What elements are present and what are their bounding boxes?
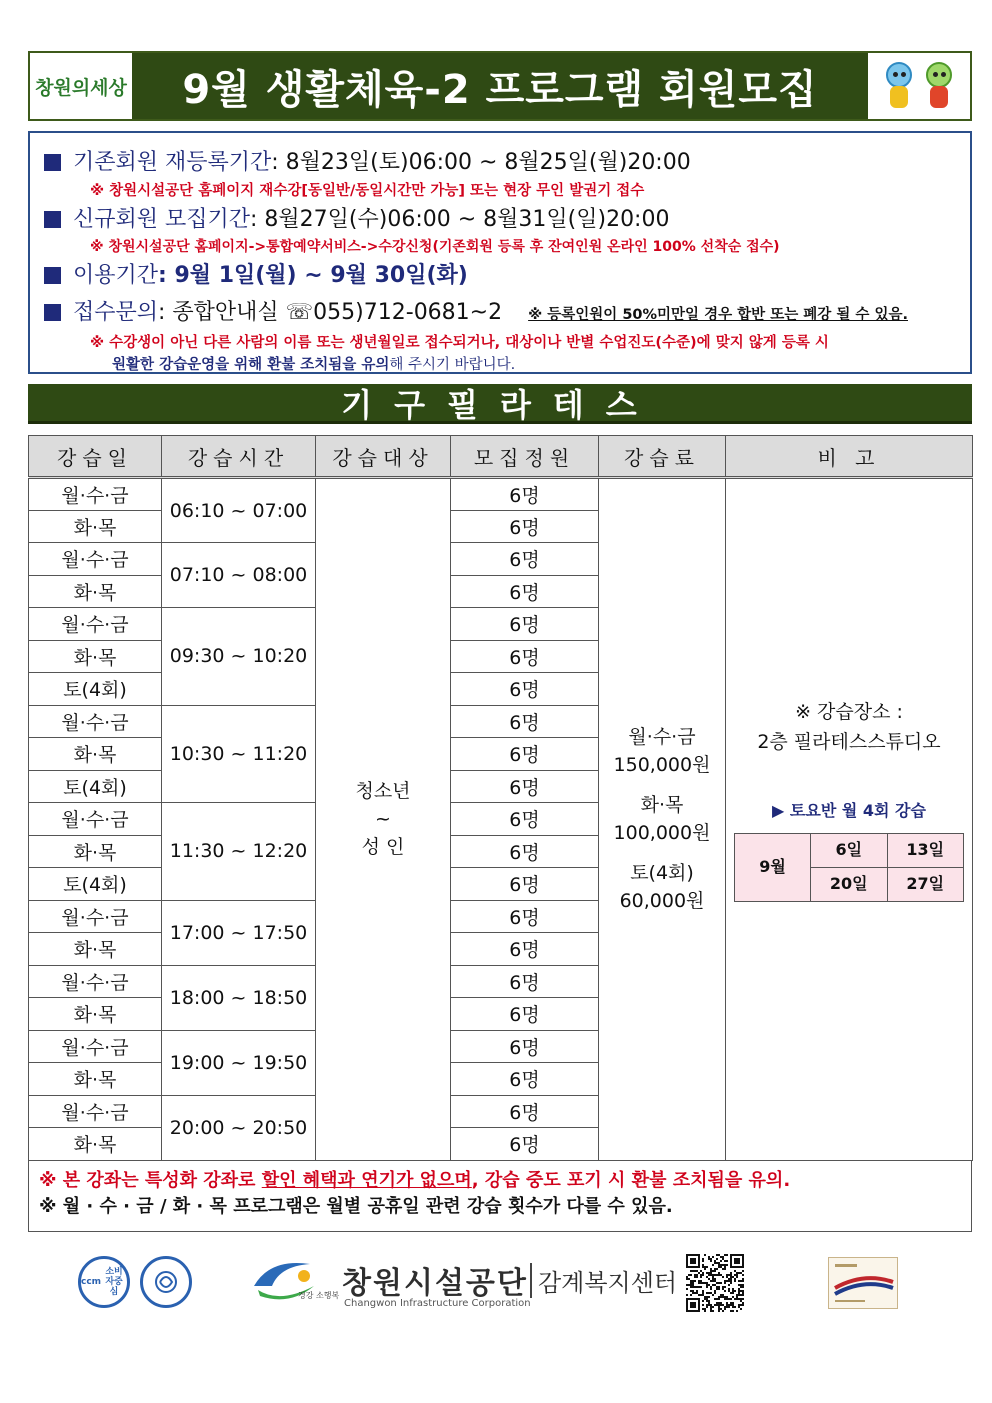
footer-line-1b: 할인 혜택과 연기가 없으며 [261,1170,472,1191]
saturday-month: 9월 [735,833,811,901]
day-cell: 토(4회) [29,868,162,901]
note-cell [726,478,973,1161]
capacity-cell: 6명 [451,900,599,933]
fee-text: 화·목 [640,794,684,817]
capacity-cell: 6명 [451,1128,599,1161]
time-cell: 11:30 ~ 12:20 [162,803,316,901]
saturday-date: 20일 [811,867,888,901]
day-cell: 화·목 [29,575,162,608]
day-cell: 월·수·금 [29,803,162,836]
contact-note: ※ 등록인원이 50%미만일 경우 합반 또는 폐강 될 수 있음. [528,307,908,323]
usage-period-label: 이용기간 [73,263,159,288]
bullet-square-icon [44,304,61,321]
time-cell: 18:00 ~ 18:50 [162,965,316,1030]
fee-block [599,791,725,847]
footer-line-1c: , 강습 중도 포기 시 환불 조치됨을 유의. [471,1170,791,1191]
warning-note [44,332,956,376]
corporation-logo [250,1254,680,1314]
corporation-name: 창원시설공단 [342,1266,528,1301]
header-banner [28,51,972,121]
footer-notes [28,1160,972,1232]
time-cell: 09:30 ~ 10:20 [162,608,316,706]
contact-label: 접수문의 [73,300,159,325]
capacity-cell: 6명 [451,608,599,641]
day-cell: 토(4회) [29,770,162,803]
fee-block [599,723,725,779]
bullet-square-icon [44,211,61,228]
bullet-square-icon [44,154,61,171]
header-note: 비 고 [726,436,973,478]
target-line: 성 인 [361,836,405,859]
fee-text: 월·수·금 [628,726,696,749]
certification-icon [151,1267,181,1297]
header-capacity: 모집정원 [451,436,599,478]
capacity-cell: 6명 [451,575,599,608]
header-target: 강습대상 [316,436,451,478]
capacity-cell: 6명 [451,835,599,868]
usage-period-value: : 9월 1일(월) ~ 9월 30일(화) [158,263,468,288]
saturday-date: 6일 [811,833,888,867]
new-member-row [44,202,956,233]
capacity-cell: 6명 [451,510,599,543]
capacity-cell: 6명 [451,738,599,771]
day-cell: 화·목 [29,1128,162,1161]
day-cell: 화·목 [29,998,162,1031]
qr-code-icon[interactable] [686,1254,744,1312]
ccm-logo: ccm 소비자중심 [78,1256,130,1308]
warning-line-1: ※ 수강생이 아닌 다른 사람의 이름 또는 생년월일로 접수되거나, 대상이나 반별 수업진도(수준)에 맞지 않게 등록 시 [90,335,829,351]
mascot-green-icon [921,60,957,112]
capacity-cell: 6명 [451,673,599,706]
footer-line-1a: ※ 본 강좌는 특성화 강좌로 [39,1170,262,1191]
usage-period-row [44,258,956,289]
target-line: ~ [375,808,391,831]
day-cell: 월·수·금 [29,900,162,933]
footer-line-1 [39,1168,961,1194]
page-title: 9월 생활체육-2 프로그램 회원모집 [132,53,868,119]
header-fee: 강습료 [599,436,726,478]
table-header-row [29,436,973,478]
day-cell: 월·수·금 [29,1030,162,1063]
place-note-line-2: 2층 필라테스스튜디오 [757,730,941,753]
warning-line-2 [90,354,956,376]
time-cell: 17:00 ~ 17:50 [162,900,316,965]
reregister-period: : 8월23일(토)06:00 ~ 8월25일(월)20:00 [271,150,691,175]
corporation-english-name: Changwon Infrastructure Corporation [344,1298,531,1309]
capacity-cell: 6명 [451,998,599,1031]
section-title: 기구필라테스 [28,384,972,424]
day-cell: 화·목 [29,1063,162,1096]
accreditation-badge-icon [829,1258,899,1310]
warning-line-2-emph: 원활한 강습운영을 위해 환불 조치됨을 유의 [112,357,390,373]
footer-line-2: ※ 월 · 수 · 금 / 화 · 목 프로그램은 월별 공휴일 관련 강습 횟수가 다를 수 있음. [39,1196,673,1217]
day-cell: 월·수·금 [29,965,162,998]
day-cell: 월·수·금 [29,705,162,738]
saturday-date: 27일 [887,867,964,901]
fee-text: 100,000원 [613,822,711,845]
day-cell: 화·목 [29,510,162,543]
reregister-row [44,145,956,176]
capacity-cell: 6명 [451,640,599,673]
capacity-cell: 6명 [451,1063,599,1096]
logo-bar [0,1250,992,1320]
new-member-note: ※ 창원시설공단 홈페이지->통합예약서비스->수강신청(기존회원 등록 후 잔여인원 온라인 100% 선착순 접수) [90,239,780,255]
changwon-logo [30,53,132,119]
certification-logo [140,1256,192,1308]
fee-text: 60,000원 [619,890,705,913]
day-cell: 월·수·금 [29,608,162,641]
day-cell: 월·수·금 [29,543,162,576]
capacity-cell: 6명 [451,1030,599,1063]
ccm-logo-text: 소비자중심 [105,1267,123,1297]
warning-line-2-tail: 해 주시기 바랍니다. [389,357,516,373]
time-cell: 10:30 ~ 11:20 [162,705,316,803]
capacity-cell: 6명 [451,933,599,966]
schedule-table [28,435,973,1161]
new-member-period: : 8월27일(수)06:00 ~ 8월31일(일)20:00 [250,207,670,232]
time-cell: 20:00 ~ 20:50 [162,1095,316,1160]
day-cell: 화·목 [29,738,162,771]
capacity-cell: 6명 [451,868,599,901]
header-day: 강습일 [29,436,162,478]
time-cell: 07:10 ~ 08:00 [162,543,316,608]
time-cell: 19:00 ~ 19:50 [162,1030,316,1095]
day-cell: 화·목 [29,933,162,966]
info-box [28,131,972,374]
saturday-row [735,833,964,867]
time-cell: 06:10 ~ 07:00 [162,478,316,543]
reregister-note: ※ 창원시설공단 홈페이지 재수강[동일반/동일시간만 가능] 또는 현장 무인 발권기 접수 [90,183,645,199]
capacity-cell: 6명 [451,965,599,998]
place-note [726,697,972,757]
center-name: 감계복지센터 [530,1263,677,1298]
day-cell: 월·수·금 [29,1095,162,1128]
saturday-dates-table [734,833,964,902]
capacity-cell: 6명 [451,1095,599,1128]
capacity-cell: 6명 [451,478,599,511]
place-note-line-1: ※ 강습장소 : [795,700,903,723]
bullet-square-icon [44,267,61,284]
day-cell: 화·목 [29,835,162,868]
contact-value: : 종합안내실 ☏055)712-0681~2 [158,300,503,325]
fee-text: 150,000원 [613,754,711,777]
capacity-cell: 6명 [451,543,599,576]
saturday-date: 13일 [887,833,964,867]
day-cell: 월·수·금 [29,478,162,511]
day-cell: 토(4회) [29,673,162,706]
new-member-label: 신규회원 모집기간 [73,207,251,232]
changwon-logo-text: 창원의세상 [35,76,127,99]
corporation-mark-text: 경강 소행복 [298,1291,340,1300]
accreditation-badge [828,1257,898,1309]
header-time: 강습시간 [162,436,316,478]
target-line: 청소년 [355,780,411,803]
table-row [29,478,973,511]
fee-block [599,859,725,915]
fee-text: 토(4회) [630,862,694,885]
capacity-cell: 6명 [451,803,599,836]
capacity-cell: 6명 [451,770,599,803]
contact-row [44,295,956,326]
day-cell: 화·목 [29,640,162,673]
mascot-logo [868,53,970,119]
saturday-title: ▶ 토요반 월 4회 강습 [772,800,926,820]
reregister-label: 기존회원 재등록기간 [73,150,272,175]
target-cell [316,478,451,1161]
mascot-blue-icon [881,60,917,112]
capacity-cell: 6명 [451,705,599,738]
fee-cell [599,478,726,1161]
